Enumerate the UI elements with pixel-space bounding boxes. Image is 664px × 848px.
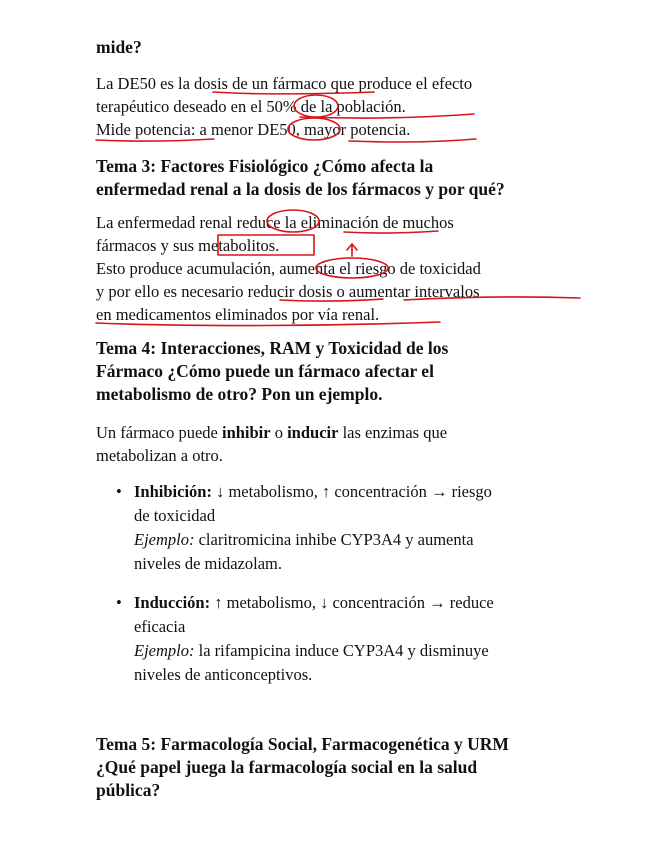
heading-tema-3 (96, 155, 586, 201)
example-line: niveles de anticonceptivos. (134, 665, 313, 684)
text-line: terapéutico deseado en el 50% de la población. (96, 97, 406, 116)
bullet-text: ↓ metabolismo, ↑ concentración → riesgo (211, 482, 492, 501)
example-text: claritromicina inhibe CYP3A4 y aumenta (194, 530, 474, 549)
text-line: fármacos y sus metabolitos. (96, 236, 280, 255)
text-line: metabolizan a otro. (96, 446, 223, 465)
heading-line: Tema 4: Interacciones, RAM y Toxicidad de los (96, 338, 449, 358)
heading-line: metabolismo de otro? Pon un ejemplo. (96, 384, 383, 404)
example-line (134, 528, 576, 552)
heading-tema-5 (96, 733, 586, 802)
bullet-dot: • (116, 482, 122, 501)
text-line: Esto produce acumulación, aumenta el riesgo de toxicidad (96, 259, 481, 278)
text-line: La DE50 es la dosis de un fármaco que produce el efecto (96, 74, 473, 93)
bullet-dot: • (116, 593, 122, 612)
bullet-lead: Inducción: (134, 593, 211, 612)
bullet-inhibicion (116, 480, 576, 576)
heading-line: Fármaco ¿Cómo puede un fármaco afectar el (96, 361, 434, 381)
bullet-line: de toxicidad (134, 506, 216, 525)
example-line (134, 639, 576, 663)
text-line: en medicamentos eliminados por vía renal. (96, 305, 380, 324)
bullet-induccion (116, 591, 576, 687)
heading-line: pública? (96, 780, 161, 800)
heading-line: Tema 3: Factores Fisiológico ¿Cómo afecta la (96, 156, 434, 176)
example-line: niveles de midazolam. (134, 554, 282, 573)
text-run: Un fármaco puede (96, 423, 222, 442)
heading-line: ¿Qué papel juega la farmacología social en la salud (96, 757, 478, 777)
bullet-text: ↑ metabolismo, ↓ concentración → reduce (210, 593, 494, 612)
text-run: las enzimas que (338, 423, 448, 442)
bullet-line: eficacia (134, 617, 186, 636)
text-line: Mide potencia: a menor DE50, mayor potencia. (96, 120, 411, 139)
example-text: la rifampicina induce CYP3A4 y disminuye (194, 641, 489, 660)
example-label: Ejemplo: (134, 641, 195, 660)
text-run: o (270, 423, 288, 442)
heading-tema-4 (96, 337, 586, 406)
heading-fragment: mide? (96, 37, 142, 57)
paragraph-renal (96, 211, 586, 326)
example-label: Ejemplo: (134, 530, 195, 549)
bullet-line (134, 480, 576, 504)
text-line: y por ello es necesario reducir dosis o aumentar intervalos (96, 282, 480, 301)
paragraph-de50 (96, 72, 586, 141)
bullet-lead: Inhibición: (134, 482, 212, 501)
text-line: La enfermedad renal reduce la eliminación de muchos (96, 213, 454, 232)
heading-line: Tema 5: Farmacología Social, Farmacogenética y URM (96, 734, 509, 754)
bold-term: inhibir (221, 423, 271, 442)
text-line (96, 421, 586, 444)
bullet-line (134, 591, 576, 615)
heading-line: enfermedad renal a la dosis de los fármacos y por qué? (96, 179, 505, 199)
paragraph-interacciones (96, 421, 586, 467)
bold-term: inducir (287, 423, 339, 442)
